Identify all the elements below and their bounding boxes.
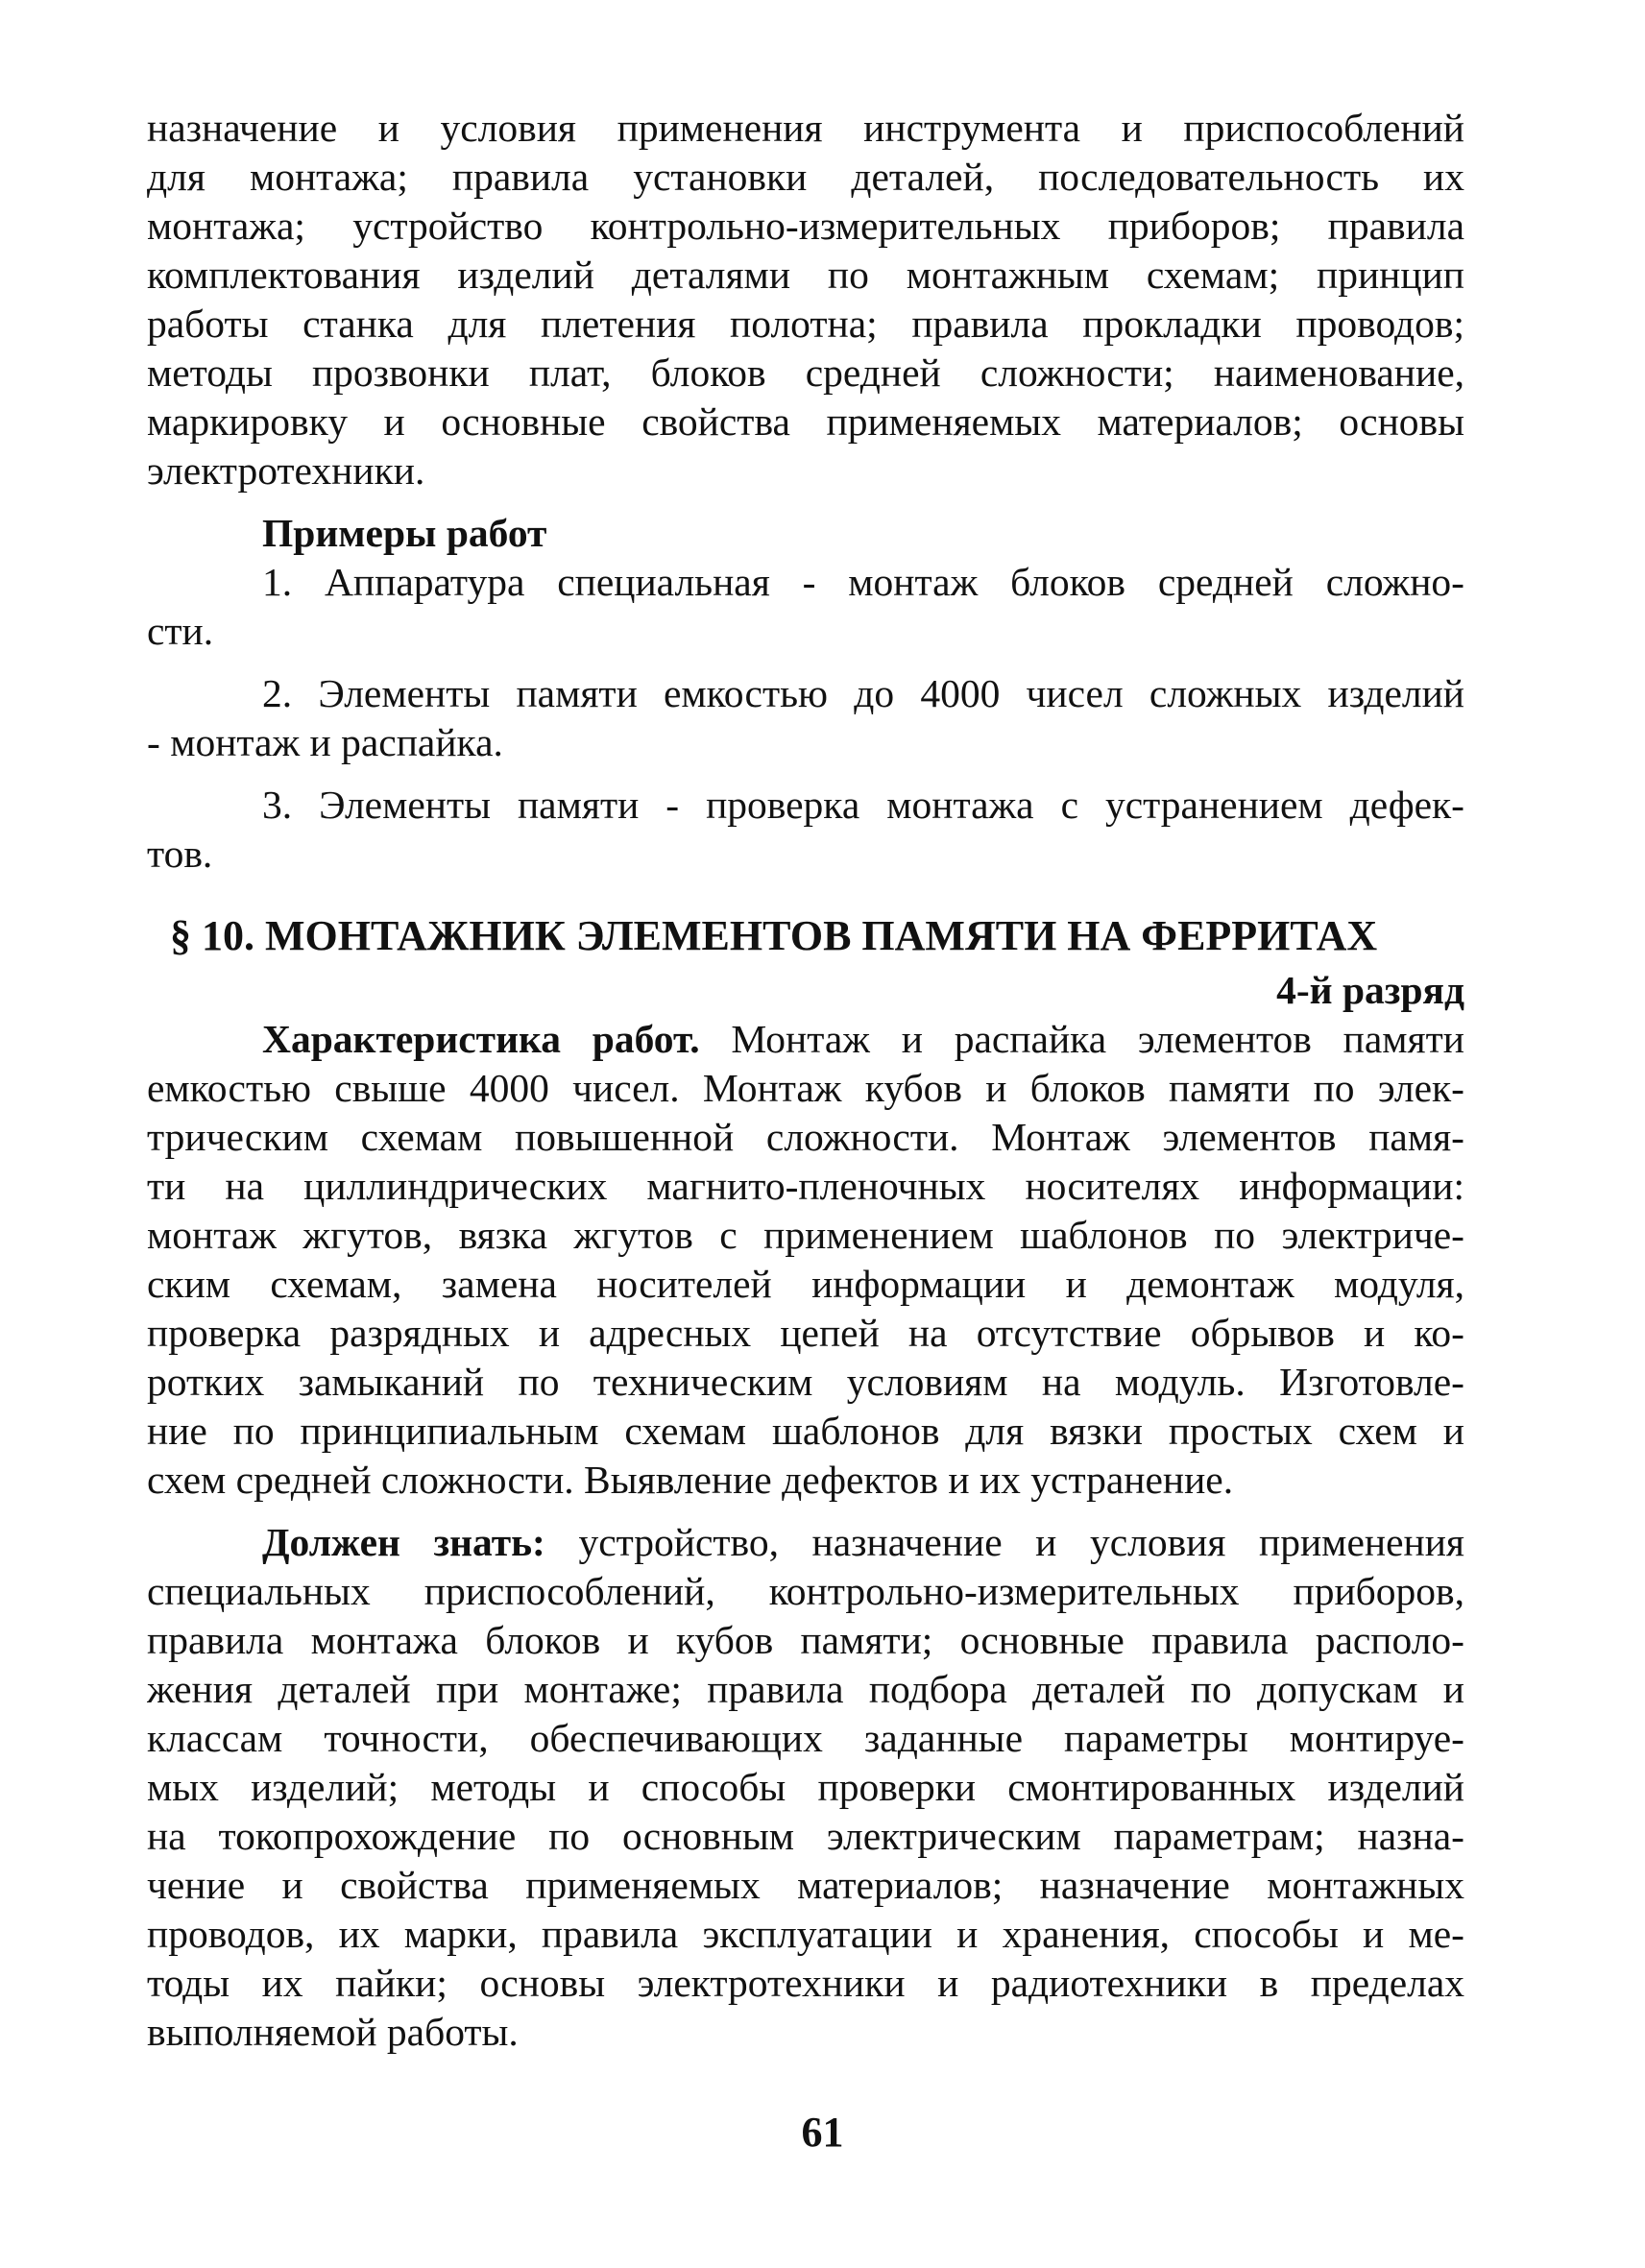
text-line: чение и свойства применяемых материалов; назначение монтажных [147,1863,1464,1907]
text-line [147,1518,1464,1567]
knowledge-paragraph [147,1518,1464,2057]
text-line: 3. Элементы памяти - проверка монтажа с устранением дефек- [262,783,1464,827]
text-line: тов. [147,832,213,876]
text-line: монтажа; устройство контрольно-измерительных приборов; правила [147,204,1464,248]
text-line [147,1015,1464,1064]
text-line: на токопрохождение по основным электрическим параметрам; назна- [147,1814,1464,1858]
text-line: проводов, их марки, правила эксплуатации и хранения, способы и ме- [147,1912,1464,1956]
examples-heading: Примеры работ [262,511,547,555]
text-line: ротких замыканий по техническим условиям на модуль. Изготовле- [147,1360,1464,1404]
characteristics-label: Характеристика работ. [262,1017,700,1061]
knowledge-first-line: устройство, назначение и условия применения [544,1520,1464,1564]
text-line: - монтаж и распайка. [147,720,503,764]
text-line: электротехники. [147,448,425,493]
text-line: 1. Аппаратура специальная - монтаж блоков средней сложно- [262,560,1464,604]
text-line: методы прозвонки плат, блоков средней сложности; наименование, [147,350,1464,395]
text-line: сти. [147,609,214,653]
text-line: мых изделий; методы и способы проверки смонтированных изделий [147,1765,1464,1809]
text-line: маркировку и основные свойства применяемых материалов; основы [147,399,1464,444]
example-item-1 [147,558,1464,656]
example-item-3 [147,781,1464,879]
document-page [147,104,1464,2057]
text-line: правила монтажа блоков и кубов памяти; основные правила располо- [147,1618,1464,1662]
text-line: ским схемам, замена носителей информации и демонтаж модуля, [147,1262,1464,1306]
characteristics-first-line: Монтаж и распайка элементов памяти [699,1017,1464,1061]
text-line: назначение и условия применения инструмента и приспособлений [147,106,1464,150]
text-line: для монтажа; правила установки деталей, последовательность их [147,155,1464,199]
text-line: монтаж жгутов, вязка жгутов с применением шаблонов по электриче- [147,1213,1464,1257]
text-line: ние по принципиальным схемам шаблонов для вязки простых схем и [147,1409,1464,1453]
intro-paragraph [147,104,1464,495]
text-line: 2. Элементы памяти емкостью до 4000 чисел сложных изделий [262,671,1464,715]
page-number: 61 [801,2109,844,2156]
text-line: выполняемой работы. [147,2010,519,2054]
characteristics-paragraph [147,1015,1464,1505]
text-line: классам точности, обеспечивающих заданные параметры монтируе- [147,1716,1464,1760]
text-line: комплектования изделий деталями по монтажным схемам; принцип [147,253,1464,297]
text-line: тоды их пайки; основы электротехники и радиотехники в пределах [147,1961,1464,2005]
example-item-2 [147,669,1464,767]
text-line: емкостью свыше 4000 чисел. Монтаж кубов и блоков памяти по элек- [147,1066,1464,1110]
text-line: ти на циллиндрических магнито-пленочных носителях информации: [147,1164,1464,1208]
section-title: § 10. МОНТАЖНИК ЭЛЕМЕНТОВ ПАМЯТИ НА ФЕРРИТАХ [170,912,1378,959]
knowledge-label: Должен знать: [262,1520,545,1564]
text-line: работы станка для плетения полотна; правила прокладки проводов; [147,302,1464,346]
text-line: схем средней сложности. Выявление дефектов и их устранение. [147,1458,1234,1502]
text-line: трическим схемам повышенной сложности. Монтаж элементов памя- [147,1115,1464,1159]
grade-label: 4-й разряд [1276,968,1464,1012]
text-line: проверка разрядных и адресных цепей на отсутствие обрывов и ко- [147,1311,1464,1355]
text-line: специальных приспособлений, контрольно-измерительных приборов, [147,1569,1464,1613]
text-line: жения деталей при монтаже; правила подбора деталей по допускам и [147,1667,1464,1711]
